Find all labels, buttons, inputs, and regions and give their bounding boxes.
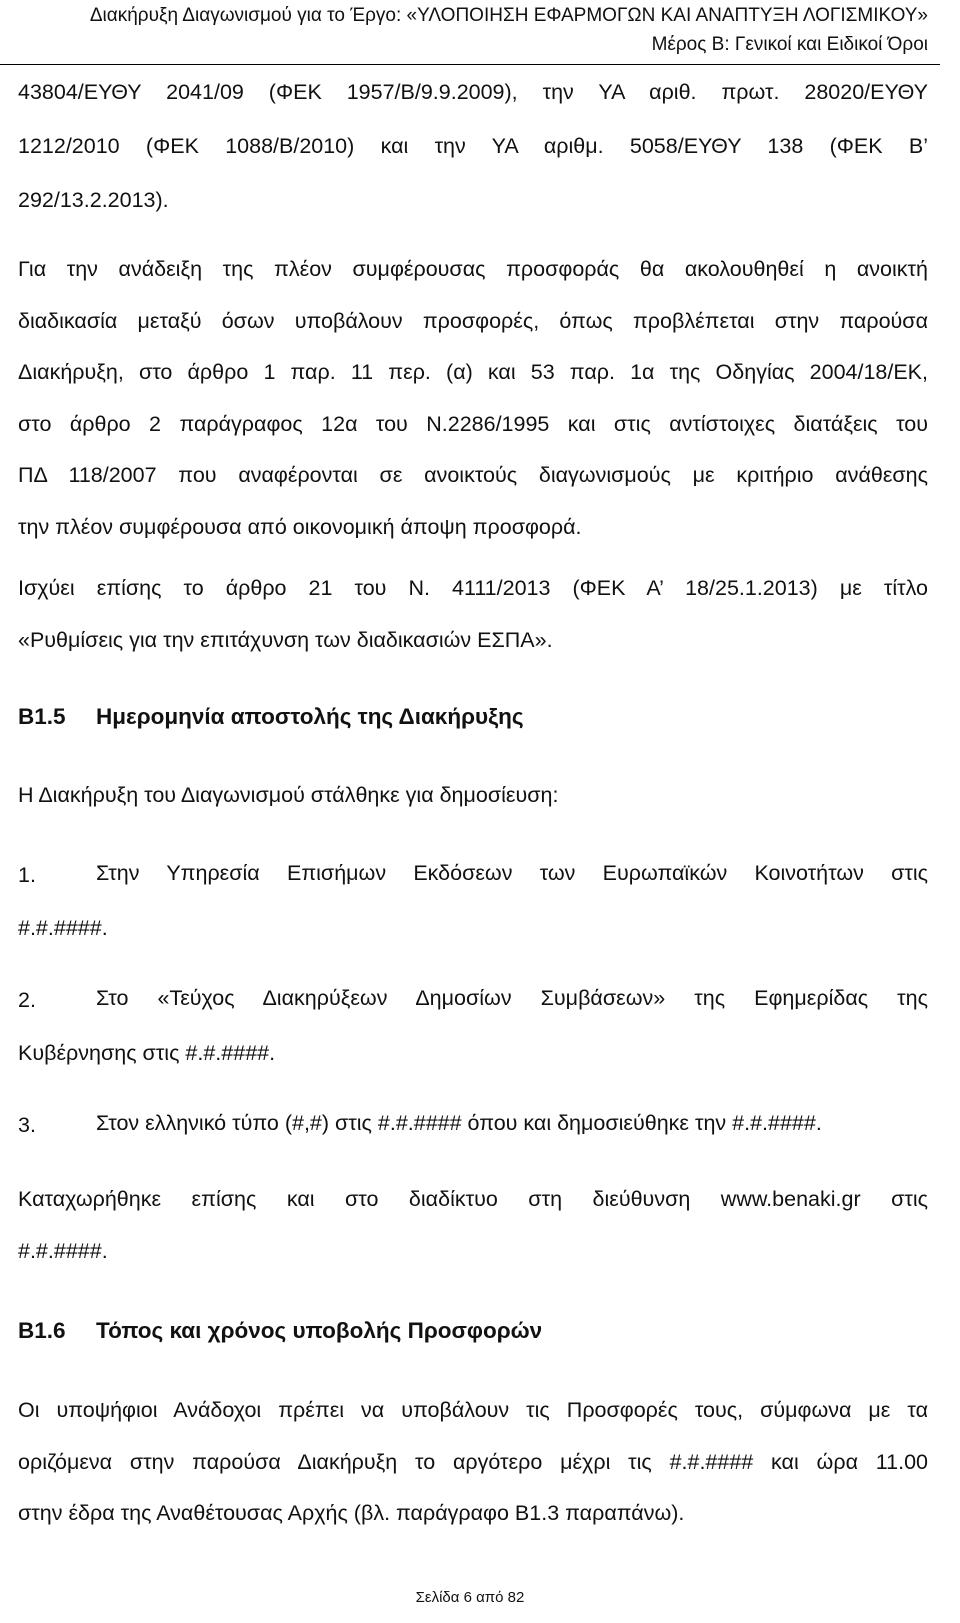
document-part: Μέρος Β: Γενικοί και Ειδικοί Όροι — [651, 34, 928, 55]
page-header — [0, 0, 940, 65]
page-number: Σελίδα 6 από 82 — [415, 1589, 525, 1606]
paragraph-procedure: Για την ανάδειξη της πλέον συμφέρουσας προσφοράς θα ακολουθηθεί η ανοικτή διαδικασία μεταξύ όσων υποβάλουν προσφορές, όπως προβλέπεται στην παρούσα Διακήρυξη, στο άρθρο 1 παρ. 11 περ. (α) και 53 παρ. 1α της Οδηγίας 2004/18/ΕΚ, στο άρθρο 2 παράγραφος 12α του Ν.2286/1995 και στις αντίστοιχες διατάξεις του ΠΔ 118/2007 που αναφέρονται σε ανοικτούς διαγωνισμούς με κριτήριο ανάθεσης την πλέον συμφέρουσα από οικονομική άποψη προσφορά. — [18, 257, 928, 539]
list-item-number: 3. — [18, 1113, 36, 1137]
section-title: Τόπος και χρόνος υποβολής Προσφορών — [96, 1318, 543, 1343]
list-item: 1. Στην Υπηρεσία Επισήμων Εκδόσεων των Ευρωπαϊκών Κοινοτήτων στις #.#.####. — [18, 861, 928, 940]
list-item: 3. Στον ελληνικό τύπο (#,#) στις #.#.#### όπου και δημοσιεύθηκε την #.#.####. — [18, 1111, 822, 1137]
section-heading-b1-5 — [18, 704, 928, 730]
paragraph-legal-refs: 43804/ΕΥΘΥ 2041/09 (ΦΕΚ 1957/Β/9.9.2009), την ΥΑ αριθ. πρωτ. 28020/ΕΥΘΥ 1212/2010 (ΦΕΚ 1088/Β/2010) και την ΥΑ αριθμ. 5058/ΕΥΘΥ 138 (ΦΕΚ Β’ 292/13.2.2013). — [18, 80, 928, 212]
list-item-number: 2. — [18, 988, 36, 1012]
list-item: 2. Στο «Τεύχος Διακηρύξεων Δημοσίων Συμβάσεων» της Εφημερίδας της Κυβέρνησης στις #.#.####. — [18, 986, 928, 1065]
paragraph-law-4111: Ισχύει επίσης το άρθρο 21 του Ν. 4111/2013 (ΦΕΚ Α’ 18/25.1.2013) με τίτλο «Ρυθμίσεις για την επιτάχυνση των διαδικασιών ΕΣΠΑ». — [18, 576, 928, 652]
section-title: Ημερομηνία αποστολής της Διακήρυξης — [96, 704, 524, 729]
section-number: Β1.6 — [18, 1318, 66, 1343]
paragraph-website: Καταχωρήθηκε επίσης και στο διαδίκτυο στη διεύθυνση www.benaki.gr στις #.#.####. — [18, 1187, 928, 1263]
paragraph-publication-intro: Η Διακήρυξη του Διαγωνισμού στάλθηκε για δημοσίευση: — [18, 783, 559, 807]
document-title: Διακήρυξη Διαγωνισμού για το Έργο: «ΥΛΟΠΟΙΗΣΗ ΕΦΑΡΜΟΓΩΝ ΚΑΙ ΑΝΑΠΤΥΞΗ ΛΟΓΙΣΜΙΚΟΥ» — [89, 5, 928, 26]
paragraph-submission: Οι υποψήφιοι Ανάδοχοι πρέπει να υποβάλουν τις Προσφορές τους, σύμφωνα με τα οριζόμενα στην παρούσα Διακήρυξη το αργότερο μέχρι τις #.#.#### και ώρα 11.00 στην έδρα της Αναθέτουσας Αρχής (βλ. παράγραφο Β1.3 παραπάνω). — [18, 1398, 928, 1525]
list-item-number: 1. — [18, 863, 36, 887]
section-heading-b1-6 — [18, 1318, 928, 1344]
section-number: Β1.5 — [18, 704, 66, 729]
